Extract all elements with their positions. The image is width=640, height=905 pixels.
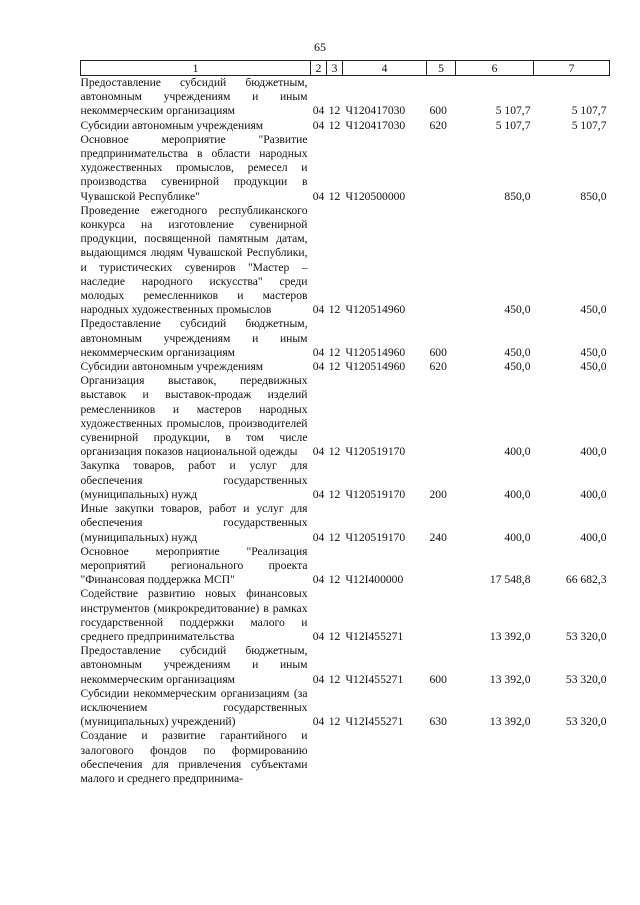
amount-year-2	[534, 729, 610, 786]
section-code: 04	[312, 573, 325, 587]
subsection-code: 12	[328, 672, 341, 686]
amount-year-2: 400,0	[580, 445, 607, 459]
row-name: Содействие развитию новых финансовых инструментов (микрокредитование) в рамках государственной поддержки малого и среднего предпринимательства	[80, 587, 308, 643]
subsection-code: 12	[328, 360, 341, 374]
amount-year-2: 53 320,0	[565, 672, 607, 686]
table-row	[81, 587, 610, 644]
row-name: Предоставление субсидий бюджетным, автономным учреждениям и иным некоммерческим организациям	[80, 317, 308, 359]
subsection-code: 12	[328, 189, 341, 203]
table-row	[81, 133, 610, 204]
subsection-code: 12	[328, 118, 341, 132]
subsection-code: 12	[328, 715, 341, 729]
amount-year-1	[456, 729, 534, 786]
amount-year-2: 66 682,3	[565, 573, 607, 587]
column-header: 4	[343, 61, 427, 76]
amount-year-1: 400,0	[504, 445, 531, 459]
target-article-code: Ч120519170	[345, 487, 406, 501]
amount-year-1: 13 392,0	[489, 715, 531, 729]
section-code: 04	[312, 530, 325, 544]
table-header-row	[81, 61, 610, 76]
row-name: Субсидии автономным учреждениям	[80, 360, 264, 374]
section-code: 04	[312, 189, 325, 203]
expense-type-code: 600	[429, 672, 447, 686]
amount-year-2: 450,0	[580, 345, 607, 359]
row-name: Субсидии автономным учреждениям	[80, 118, 264, 132]
expense-type-code: 600	[429, 104, 447, 118]
subsection-code: 12	[328, 345, 341, 359]
column-header: 3	[327, 61, 343, 76]
section-code: 04	[312, 487, 325, 501]
expense-type-code: 620	[429, 118, 447, 132]
amount-year-2: 450,0	[580, 303, 607, 317]
target-article-code: Ч120519170	[345, 445, 406, 459]
table-row	[81, 204, 610, 318]
column-header: 7	[534, 61, 610, 76]
subsection-code: 12	[328, 487, 341, 501]
table-row	[81, 119, 610, 133]
expense-type-code	[427, 133, 456, 204]
target-article-code: Ч12I400000	[345, 573, 404, 587]
subsection-code: 12	[328, 573, 341, 587]
row-name: Предоставление субсидий бюджетным, автономным учреждениям и иным некоммерческим организациям	[80, 644, 308, 686]
expense-type-code: 620	[429, 360, 447, 374]
section-code: 04	[312, 118, 325, 132]
table-row	[81, 644, 610, 687]
section-code: 04	[312, 360, 325, 374]
target-article-code: Ч120514960	[345, 303, 406, 317]
expense-type-code: 630	[429, 715, 447, 729]
row-name: Организация выставок, передвижных выставок и выставок-продаж изделий ремесленников и мастеров народных художественных промыслов, производителей сувенирной продукции, в том числе организация показов национальной одежды	[80, 374, 308, 459]
target-article-code: Ч120514960	[345, 345, 406, 359]
target-article-code: Ч120417030	[345, 104, 406, 118]
amount-year-1: 400,0	[504, 530, 531, 544]
table-row	[81, 76, 610, 119]
section-code: 04	[312, 104, 325, 118]
column-header: 1	[81, 61, 311, 76]
column-header: 5	[427, 61, 456, 76]
section-code: 04	[312, 445, 325, 459]
amount-year-1: 5 107,7	[495, 118, 531, 132]
expense-type-code: 240	[429, 530, 447, 544]
expense-type-code	[427, 729, 456, 786]
budget-table	[80, 60, 610, 786]
amount-year-1: 450,0	[504, 360, 531, 374]
column-header: 2	[311, 61, 327, 76]
subsection-code	[327, 729, 343, 786]
table-row	[81, 317, 610, 360]
amount-year-1: 450,0	[504, 345, 531, 359]
amount-year-2: 400,0	[580, 487, 607, 501]
table-row	[81, 459, 610, 502]
subsection-code: 12	[328, 629, 341, 643]
row-name: Основное мероприятие "Реализация мероприятий регионального проекта "Финансовая поддержка МСП"	[80, 544, 308, 587]
table-row	[81, 502, 610, 545]
amount-year-1: 17 548,8	[489, 573, 531, 587]
target-article-code	[343, 729, 427, 786]
target-article-code: Ч12I455271	[345, 629, 404, 643]
expense-type-code	[427, 374, 456, 459]
amount-year-2: 53 320,0	[565, 715, 607, 729]
subsection-code: 12	[328, 530, 341, 544]
target-article-code: Ч12I455271	[345, 715, 404, 729]
subsection-code: 12	[328, 104, 341, 118]
column-header: 6	[456, 61, 534, 76]
expense-type-code	[427, 587, 456, 644]
amount-year-2: 53 320,0	[565, 629, 607, 643]
expense-type-code: 600	[429, 345, 447, 359]
section-code: 04	[312, 345, 325, 359]
amount-year-1: 850,0	[504, 189, 531, 203]
amount-year-2: 5 107,7	[571, 118, 607, 132]
amount-year-1: 13 392,0	[489, 672, 531, 686]
target-article-code: Ч120514960	[345, 360, 406, 374]
amount-year-2: 5 107,7	[571, 104, 607, 118]
section-code: 04	[312, 629, 325, 643]
table-row	[81, 687, 610, 730]
target-article-code: Ч12I455271	[345, 672, 404, 686]
amount-year-2: 450,0	[580, 360, 607, 374]
subsection-code: 12	[328, 445, 341, 459]
target-article-code: Ч120417030	[345, 118, 406, 132]
expense-type-code	[427, 204, 456, 318]
amount-year-2: 850,0	[580, 189, 607, 203]
amount-year-1: 5 107,7	[495, 104, 531, 118]
row-name: Предоставление субсидий бюджетным, автономным учреждениям и иным некоммерческим организациям	[80, 76, 308, 118]
subsection-code: 12	[328, 303, 341, 317]
target-article-code: Ч120519170	[345, 530, 406, 544]
row-name: Субсидии некоммерческим организациям (за исключением государственных (муниципальных) учреждений)	[80, 686, 308, 729]
row-name: Иные закупки товаров, работ и услуг для обеспечения государственных (муниципальных) нужд	[80, 502, 308, 544]
amount-year-1: 450,0	[504, 303, 531, 317]
row-name: Закупка товаров, работ и услуг для обеспечения государственных (муниципальных) нужд	[80, 459, 308, 501]
row-name: Проведение ежегодного республиканского конкурса на изготовление сувенирной продукции, посвященной памятным датам, выдающимся людям Чувашской Республики, и туристических сувениров "Мастер – наследие народного искусства" среди молодых ремесленников и мастеров народных художественных промыслов	[80, 203, 308, 317]
section-code	[311, 729, 327, 786]
section-code: 04	[312, 303, 325, 317]
expense-type-code	[427, 545, 456, 588]
table-row	[81, 545, 610, 588]
section-code: 04	[312, 672, 325, 686]
amount-year-2: 400,0	[580, 530, 607, 544]
section-code: 04	[312, 715, 325, 729]
table-row	[81, 729, 610, 786]
target-article-code: Ч120500000	[345, 189, 406, 203]
table-row	[81, 360, 610, 374]
row-name: Основное мероприятие "Развитие предпринимательства в области народных художественных промыслов, ремесел и производства сувенирной продукции в Чувашской Республике"	[80, 132, 308, 203]
table-row	[81, 374, 610, 459]
row-name: Создание и развитие гарантийного и залогового фондов по формированию обеспечения для привлечения субъектами малого и среднего предпринима-	[80, 729, 308, 785]
amount-year-1: 400,0	[504, 487, 531, 501]
expense-type-code: 200	[429, 487, 447, 501]
page-number: 65	[314, 40, 326, 54]
amount-year-1: 13 392,0	[489, 629, 531, 643]
